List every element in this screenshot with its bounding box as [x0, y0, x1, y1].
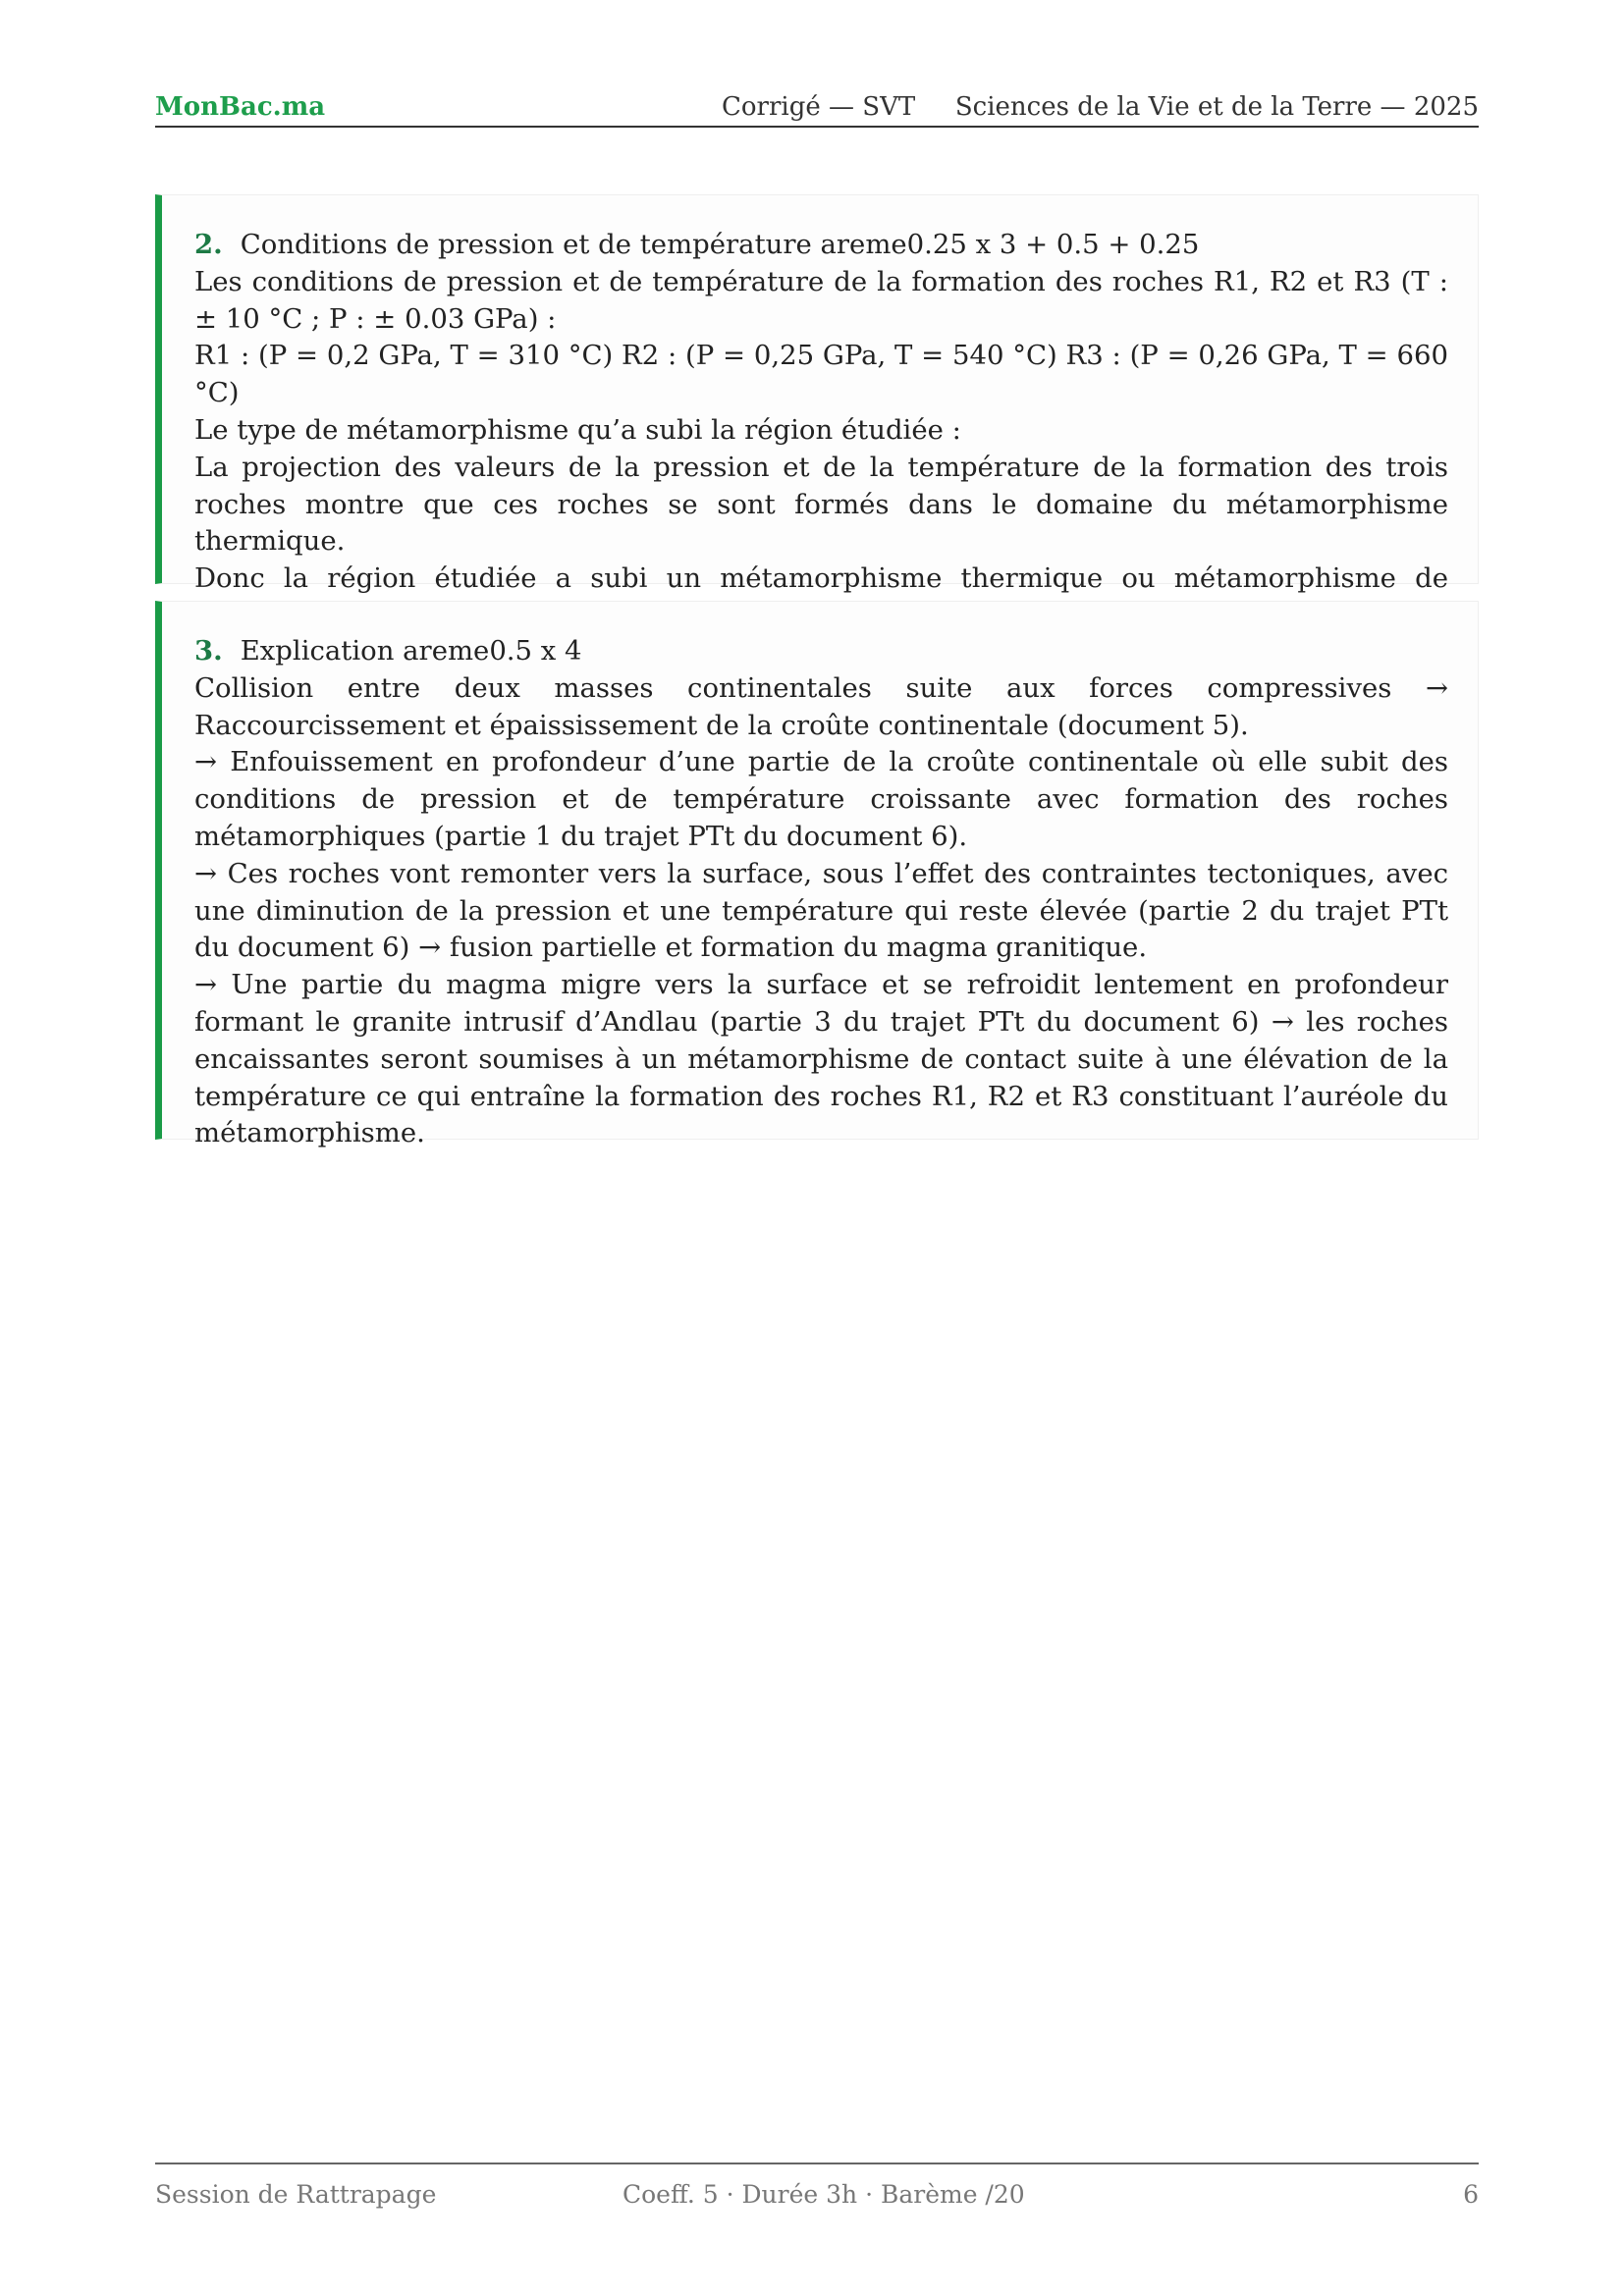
question-title: Conditions de pression et de température areme0.25 x 3 + 0.5 + 0.25 — [240, 229, 1200, 260]
answer-box-question-2 — [155, 194, 1479, 595]
answer-line: Donc la région étudiée a subi un métamorphisme thermique ou métamorphisme de — [194, 562, 1448, 595]
question-heading — [194, 227, 1448, 264]
brand-logo-text[interactable]: MonBac.ma — [155, 92, 326, 122]
answer-line: Collision entre deux masses continentales suite aux forces compressives → Raccourcissement et épaississement de la croûte continentale (document 5). — [194, 671, 1448, 741]
answer-line: → Une partie du magma migre vers la surface et se refroidit lentement en profondeur formant le granite intrusif d’Andlau (partie 3 du trajet PTt du document 6) → les roches encaissantes seront soumises à un métamorphisme de contact suite à une élévation de la température ce qui entraîne la formation des roches R1, R2 et R3 constituant l’auréole du métamorphisme. — [194, 969, 1448, 1149]
header-subject: Corrigé — SVT — [722, 92, 916, 122]
answer-line: Le type de métamorphisme qu’a subi la région étudiée : — [194, 413, 961, 446]
header-course-title: Sciences de la Vie et de la Terre — 2025 — [954, 92, 1479, 122]
question-number: 2. — [194, 229, 223, 260]
page-footer — [155, 2163, 1479, 2209]
answer-line: → Ces roches vont remonter vers la surface, sous l’effet des contraintes tectoniques, avec une diminution de la pression et une température qui reste élevée (partie 2 du trajet PTt du document 6) → fusion partielle et formation du magma granitique. — [194, 857, 1448, 964]
question-title: Explication areme0.5 x 4 — [240, 635, 582, 667]
answer-line: R1 : (P = 0,2 GPa, T = 310 °C) R2 : (P = 0,25 GPa, T = 540 °C) R3 : (P = 0,26 GPa, T = 660 °C) — [194, 340, 1448, 409]
footer-session: Session de Rattrapage — [155, 2180, 437, 2209]
page-header — [155, 90, 1479, 128]
answer-line: Les conditions de pression et de température de la formation des roches R1, R2 et R3 (T : ± 10 °C ; P : ± 0.03 GPa) : — [194, 265, 1448, 335]
answer-line: → Enfouissement en profondeur d’une partie de la croûte continentale où elle subit des conditions de pression et de température croissante avec formation des roches métamorphiques (partie 1 du trajet PTt du document 6). — [194, 746, 1448, 852]
answer-box-question-3 — [155, 601, 1479, 1149]
question-heading — [194, 633, 1448, 670]
question-number: 3. — [194, 635, 223, 667]
footer-exam-info: Coeff. 5 · Durée 3h · Barème /20 — [623, 2180, 1025, 2209]
page-number: 6 — [1463, 2180, 1479, 2209]
answer-line: La projection des valeurs de la pression et de la température de la formation des trois roches montre que ces roches se sont formés dans le domaine du métamorphisme thermique. — [194, 451, 1448, 558]
